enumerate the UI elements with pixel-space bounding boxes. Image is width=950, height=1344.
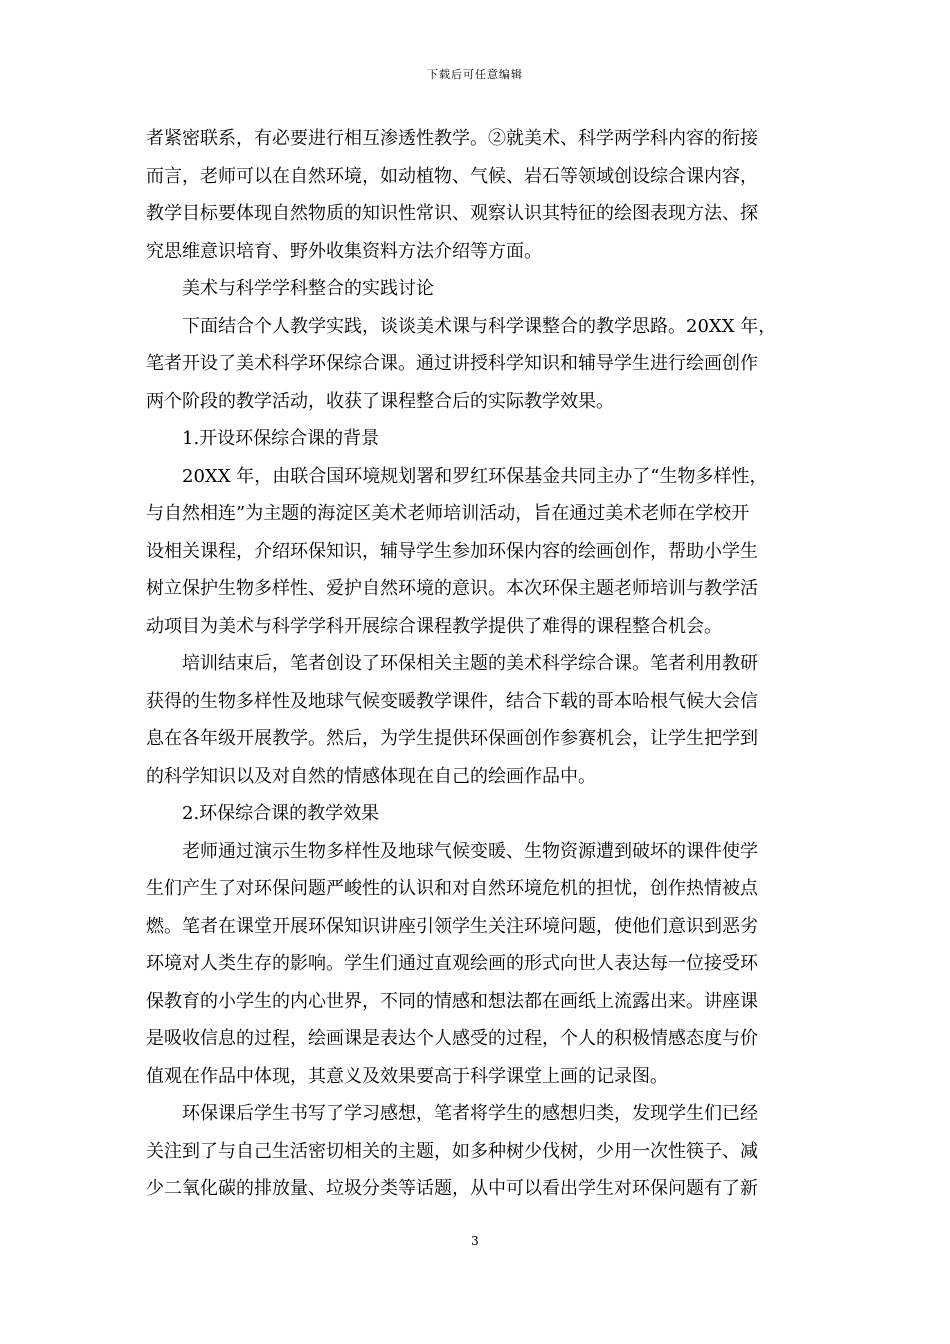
text-line: 而言，老师可以在自然环境，如动植物、气候、岩石等领域创设综合课内容， (146, 165, 758, 187)
document-body (146, 120, 806, 1208)
page-header: 下载后可任意编辑 (427, 68, 523, 81)
text-line: 动项目为美术与科学学科开展综合课程教学提供了难得的课程整合机会。 (146, 615, 722, 637)
text-line: 1.开设环保综合课的背景 (182, 428, 380, 449)
text-line: 笔者开设了美术科学环保综合课。通过讲授科学知识和辅导学生进行绘画创作 (146, 353, 758, 374)
text-line: 者紧密联系，有必要进行相互渗透性教学。②就美术、科学两学科内容的衔接 (146, 128, 758, 149)
text-line: 保教育的小学生的内心世界，不同的情感和想法都在画纸上流露出来。讲座课 (146, 990, 758, 1012)
text-line: 20XX 年，由联合国环境规划署和罗红环保基金共同主办了“生物多样性， (182, 465, 768, 487)
text-line: 培训结束后，笔者创设了环保相关主题的美术科学综合课。笔者利用教研 (182, 653, 758, 674)
text-line: 生们产生了对环保问题严峻性的认识和对自然环境危机的担忧，创作热情被点 (146, 878, 758, 899)
text-line: 是吸收信息的过程，绘画课是表达个人感受的过程，个人的积极情感态度与价 (146, 1028, 758, 1049)
text-line: 美术与科学学科整合的实践讨论 (182, 278, 434, 299)
text-line: 息在各年级开展教学。然后，为学生提供环保画创作参赛机会，让学生把学到 (146, 728, 758, 749)
text-line: 教学目标要体现自然物质的知识性常识、观察认识其特征的绘图表现方法、探 (146, 203, 758, 224)
text-line: 树立保护生物多样性、爱护自然环境的意识。本次环保主题老师培训与教学活 (146, 578, 758, 599)
text-line: 燃。笔者在课堂开展环保知识讲座引领学生关注环境问题，使他们意识到恶劣 (146, 915, 758, 937)
text-line: 的科学知识以及对自然的情感体现在自己的绘画作品中。 (146, 765, 596, 787)
text-line: 少二氧化碳的排放量、垃圾分类等话题，从中可以看出学生对环保问题有了新 (146, 1178, 758, 1199)
text-line: 老师通过演示生物多样性及地球气候变暖、生物资源遭到破坏的课件使学 (182, 840, 758, 862)
page-number: 3 (471, 1234, 479, 1248)
text-line: 环保课后学生书写了学习感想，笔者将学生的感想归类，发现学生们已经 (182, 1103, 758, 1124)
text-line: 究思维意识培育、野外收集资料方法介绍等方面。 (146, 240, 542, 262)
text-line: 两个阶段的教学活动，收获了课程整合后的实际教学效果。 (146, 390, 614, 412)
text-line: 获得的生物多样性及地球气候变暖教学课件，结合下载的哥本哈根气候大会信 (146, 690, 758, 712)
text-line: 设相关课程，介绍环保知识，辅导学生参加环保内容的绘画创作，帮助小学生 (146, 540, 758, 562)
text-line: 下面结合个人教学实践，谈谈美术课与科学课整合的教学思路。20XX 年， (182, 315, 777, 337)
text-line: 2.环保综合课的教学效果 (182, 803, 380, 824)
text-line: 环境对人类生存的影响。学生们通过直观绘画的形式向世人表达每一位接受环 (146, 953, 758, 974)
text-line: 值观在作品中体现，其意义及效果要高于科学课堂上画的记录图。 (146, 1065, 668, 1087)
text-line: 关注到了与自己生活密切相关的主题，如多种树少伐树，少用一次性筷子、减 (146, 1140, 758, 1162)
text-line: 与自然相连”为主题的海淀区美术老师培训活动，旨在通过美术老师在学校开 (146, 503, 750, 524)
